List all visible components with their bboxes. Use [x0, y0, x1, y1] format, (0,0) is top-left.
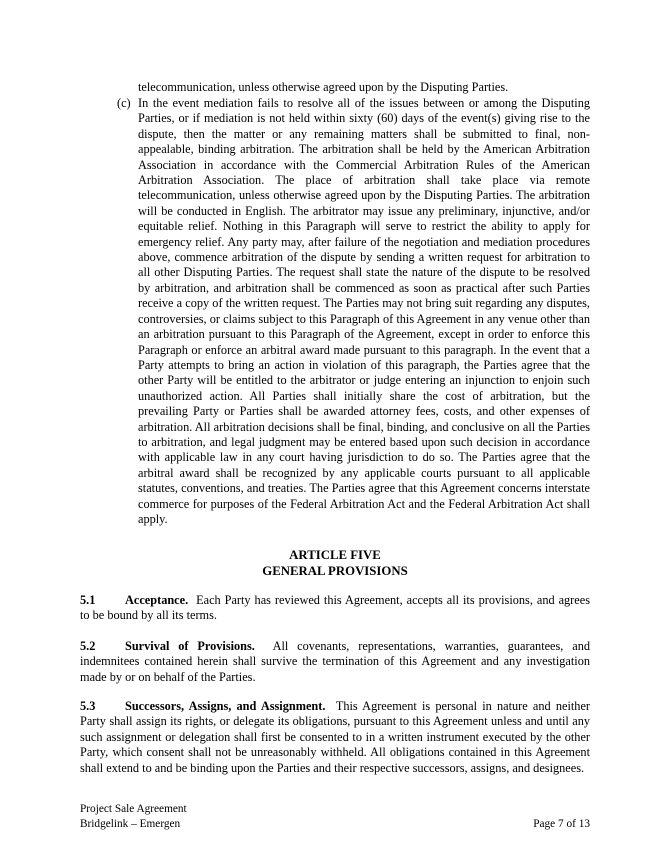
section-5-1 — [80, 593, 590, 624]
section-text: Each Party has reviewed this Agreement, accepts all its provisions, and agrees to be bound by all its terms. — [80, 593, 590, 623]
paragraph-c — [117, 96, 590, 527]
article-heading — [80, 548, 590, 579]
section-title: Acceptance. — [125, 593, 189, 607]
section-title: Survival of Provisions. — [125, 639, 255, 653]
article-title: GENERAL PROVISIONS — [262, 563, 408, 578]
section-5-3 — [80, 699, 590, 776]
page-number: Page 7 of 13 — [533, 818, 590, 830]
footer-left — [80, 802, 187, 831]
section-number: 5.2 — [80, 639, 96, 653]
footer-parties: Bridgelink – Emergen — [80, 817, 181, 830]
section-number: 5.1 — [80, 593, 96, 607]
paragraph-c-label: (c) — [117, 96, 131, 110]
section-title: Successors, Assigns, and Assignment. — [125, 699, 326, 713]
section-number: 5.3 — [80, 699, 96, 713]
continuation-text: telecommunication, unless otherwise agreed upon by the Disputing Parties. — [138, 80, 509, 94]
footer-document-title: Project Sale Agreement — [80, 803, 187, 815]
paragraph-c-text: In the event mediation fails to resolve all of the issues between or among the Disputing Parties, or if mediation is not held within sixty (60) days of the event(s) giving rise to the dispute, then the matter or any remaining matters shall be submitted to final, non-appealable, binding arbitration. The arbitration shall be held by the American Arbitration Association in accordance with the Commercial Arbitration Rules of the American Arbitration Association. The place of arbitration shall take place via remote telecommunication, unless otherwise agreed upon by the Disputing Parties. The arbitration will be conducted in English. The arbitrator may issue any preliminary, injunctive, and/or equitable relief. Nothing in this Paragraph will serve to restrict the ability to apply for emergency relief. Any party may, after failure of the negotiation and mediation procedures above, commence arbitration of the dispute by sending a written request for arbitration to all other Disputing Parties. The request shall state the nature of the dispute to be resolved by arbitration, and arbitration shall be commenced as soon as practical after such Parties receive a copy of the written request. The Parties may not bring suit regarding any disputes, controversies, or claims subject to this Paragraph of this Agreement in any venue other than an arbitration pursuant to this Paragraph of the Agreement, except in order to enforce this Paragraph or enforce an arbitral award made pursuant to this paragraph. In the event that a Party attempts to bring an action in violation of this paragraph, the Parties agree that the other Party will be entitled to the arbitrator or judge entering an injunction to enjoin such unauthorized action. All Parties shall initially share the cost of arbitration, but the prevailing Party or Parties shall be awarded attorney fees, costs, and other expenses of arbitration. All arbitration decisions shall be final, binding, and conclusive on all the Parties to arbitration, and legal judgment may be entered based upon such decision in accordance with applicable law in any court having jurisdiction to do so. The Parties agree that the arbitral award shall be recognized by any applicable courts pursuant to all applicable statutes, conventions, and treaties. The Parties agree that this Agreement concerns interstate commerce for purposes of the Federal Arbitration Act and the Federal Arbitration Act shall apply. — [138, 96, 590, 526]
section-text: This Agreement is personal in nature and neither Party shall assign its rights, or delegate its obligations, pursuant to this Agreement unless and until any such assignment or delegation shall first be consented to in a written instrument executed by the other Party, which consent shall not be unreasonably withheld. All obligations contained in this Agreement shall extend to and be binding upon the Parties and their respective successors, assigns, and designees. — [80, 699, 591, 775]
section-5-2 — [80, 639, 590, 685]
article-number: ARTICLE FIVE — [289, 548, 381, 562]
section-text: All covenants, representations, warranties, guarantees, and indemnitees contained herein shall survive the termination of this Agreement and any investigation made by or on behalf of the Parties. — [80, 639, 590, 684]
